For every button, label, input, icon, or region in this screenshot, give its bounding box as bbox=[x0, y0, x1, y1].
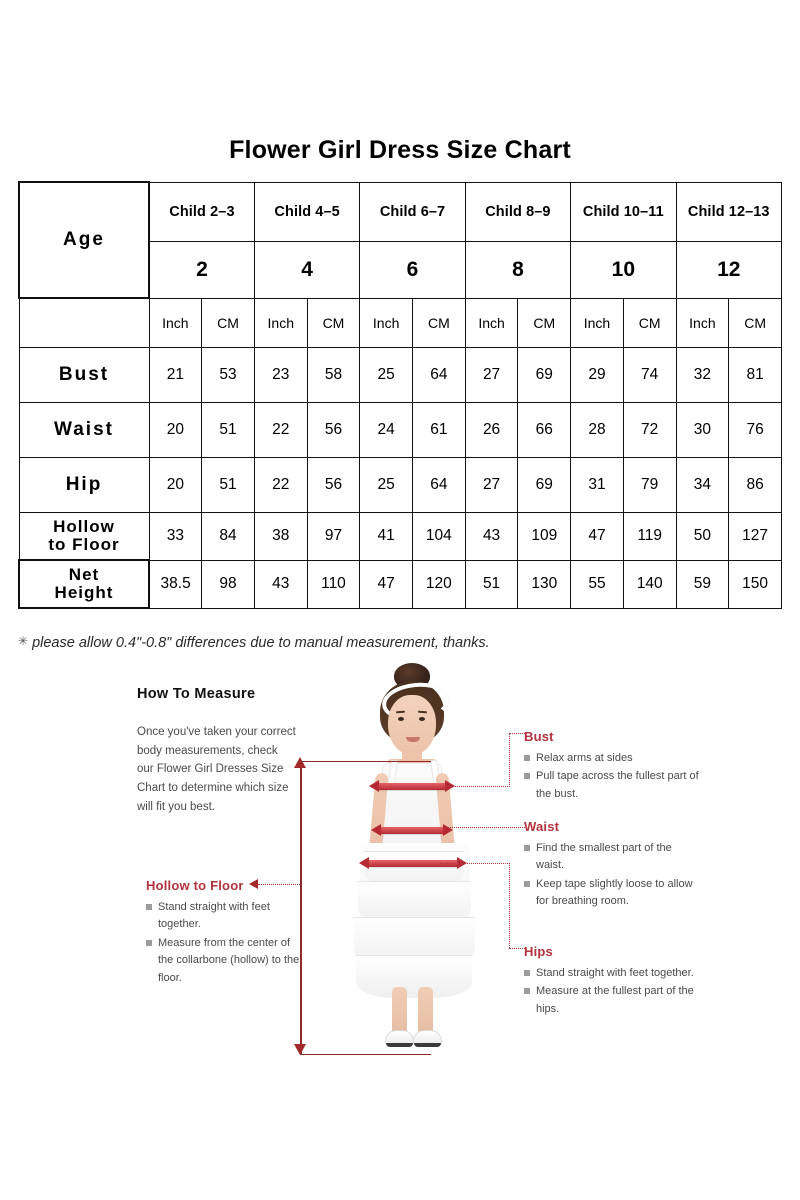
age-cell-0: Child 2–3 bbox=[149, 182, 254, 241]
bust-1: 53 bbox=[202, 348, 255, 403]
connector-waist-h bbox=[448, 827, 525, 828]
unit-cell-0: Inch bbox=[149, 298, 202, 348]
table-row-hollow-to-floor bbox=[19, 513, 782, 561]
bust-4: 25 bbox=[360, 348, 413, 403]
annotation-heading-bust: Bust bbox=[524, 729, 554, 744]
footnote-text: please allow 0.4"-0.8" differences due to manual measurement, thanks. bbox=[32, 635, 490, 651]
size-cell-3: 8 bbox=[465, 241, 570, 298]
annotation-heading-hollow: Hollow to Floor bbox=[146, 878, 244, 893]
eye-left bbox=[398, 717, 404, 721]
hollow-2: 38 bbox=[254, 513, 307, 561]
how-to-measure-illustration bbox=[0, 655, 800, 1085]
hip-6: 27 bbox=[465, 458, 518, 513]
girl-model-photo bbox=[330, 655, 510, 1075]
size-cell-1: 4 bbox=[254, 241, 359, 298]
row-label-bust: Bust bbox=[19, 348, 149, 403]
shoe-sole-right bbox=[414, 1043, 441, 1047]
table-row-bust bbox=[19, 348, 782, 403]
unit-cell-5: CM bbox=[413, 298, 466, 348]
hip-2: 22 bbox=[254, 458, 307, 513]
waist-11: 76 bbox=[729, 403, 782, 458]
bust-11: 81 bbox=[729, 348, 782, 403]
bust-6: 27 bbox=[465, 348, 518, 403]
hip-3: 56 bbox=[307, 458, 360, 513]
annotation-waist bbox=[524, 819, 702, 912]
unit-cell-2: Inch bbox=[254, 298, 307, 348]
hollow-label-line1: Hollow bbox=[53, 517, 115, 537]
size-cell-4: 10 bbox=[571, 241, 676, 298]
hip-8: 31 bbox=[571, 458, 624, 513]
unit-cell-9: CM bbox=[623, 298, 676, 348]
hip-9: 79 bbox=[623, 458, 676, 513]
age-cell-1: Child 4–5 bbox=[254, 182, 359, 241]
hip-10: 34 bbox=[676, 458, 729, 513]
hip-4: 25 bbox=[360, 458, 413, 513]
unit-cell-4: Inch bbox=[360, 298, 413, 348]
hollow-5: 104 bbox=[413, 513, 466, 561]
unit-cell-8: Inch bbox=[571, 298, 624, 348]
size-cell-0: 2 bbox=[149, 241, 254, 298]
bust-3: 58 bbox=[307, 348, 360, 403]
hollow-8: 47 bbox=[571, 513, 624, 561]
connector-bust-v bbox=[509, 733, 510, 787]
annotation-item-waist-0: Find the smallest part of the waist. bbox=[524, 840, 702, 875]
netheight-label-line2: Height bbox=[54, 583, 114, 602]
table-row-net-height bbox=[19, 560, 782, 608]
age-cell-5: Child 12–13 bbox=[676, 182, 781, 241]
unit-cell-7: CM bbox=[518, 298, 571, 348]
hip-0: 20 bbox=[149, 458, 202, 513]
annotation-heading-waist: Waist bbox=[524, 819, 560, 834]
connector-hips-v bbox=[509, 863, 510, 948]
how-to-measure-body: Once you've taken your correct body measurements, check our Flower Girl Dresses Size Chart to determine which size will fit you best. bbox=[137, 726, 296, 813]
netheight-label-line1: Net bbox=[68, 565, 100, 585]
connector-bust-h1 bbox=[448, 786, 510, 787]
annotation-item-waist-1: Keep tape slightly loose to allow for breathing room. bbox=[524, 876, 702, 911]
table-row-units bbox=[19, 298, 782, 348]
waist-5: 61 bbox=[413, 403, 466, 458]
row-label-age: Age bbox=[19, 182, 149, 298]
asterisk-icon: ✳ bbox=[18, 634, 29, 648]
skirt-tier-4 bbox=[356, 955, 472, 998]
bust-5: 64 bbox=[413, 348, 466, 403]
annotation-item-hollow-0: Stand straight with feet together. bbox=[146, 899, 306, 934]
table-row-age bbox=[19, 182, 782, 241]
face bbox=[388, 695, 436, 755]
annotation-hips bbox=[524, 944, 694, 1019]
netheight-10: 59 bbox=[676, 560, 729, 608]
arrow-up-icon bbox=[294, 757, 306, 768]
connector-hips-h2 bbox=[509, 948, 525, 949]
netheight-7: 130 bbox=[518, 560, 571, 608]
row-label-net-height bbox=[19, 560, 149, 608]
netheight-2: 43 bbox=[254, 560, 307, 608]
connector-bust-h2 bbox=[509, 733, 525, 734]
unit-cell-11: CM bbox=[729, 298, 782, 348]
row-label-hollow-to-floor bbox=[19, 513, 149, 561]
netheight-4: 47 bbox=[360, 560, 413, 608]
netheight-8: 55 bbox=[571, 560, 624, 608]
hollow-4: 41 bbox=[360, 513, 413, 561]
annotation-item-bust-0: Relax arms at sides bbox=[524, 750, 699, 767]
measuring-tape-icon-waist bbox=[378, 827, 446, 834]
hollow-label-line2: to Floor bbox=[48, 535, 120, 554]
measurement-footnote bbox=[18, 634, 490, 651]
row-label-waist: Waist bbox=[19, 403, 149, 458]
netheight-9: 140 bbox=[623, 560, 676, 608]
hip-5: 64 bbox=[413, 458, 466, 513]
size-cell-2: 6 bbox=[360, 241, 465, 298]
hip-7: 69 bbox=[518, 458, 571, 513]
hollow-level-line bbox=[301, 761, 431, 762]
annotation-item-hips-1: Measure at the fullest part of the hips. bbox=[524, 983, 694, 1018]
netheight-1: 98 bbox=[202, 560, 255, 608]
table-row-waist bbox=[19, 403, 782, 458]
annotation-item-bust-1: Pull tape across the fullest part of the bust. bbox=[524, 768, 699, 803]
hip-11: 86 bbox=[729, 458, 782, 513]
hollow-9: 119 bbox=[623, 513, 676, 561]
waist-9: 72 bbox=[623, 403, 676, 458]
bust-2: 23 bbox=[254, 348, 307, 403]
waist-1: 51 bbox=[202, 403, 255, 458]
floor-level-line bbox=[301, 1054, 431, 1055]
netheight-11: 150 bbox=[729, 560, 782, 608]
waist-7: 66 bbox=[518, 403, 571, 458]
unit-cell-10: Inch bbox=[676, 298, 729, 348]
hollow-to-floor-arrow-line bbox=[300, 762, 302, 1055]
bust-10: 32 bbox=[676, 348, 729, 403]
bust-8: 29 bbox=[571, 348, 624, 403]
bust-9: 74 bbox=[623, 348, 676, 403]
hip-1: 51 bbox=[202, 458, 255, 513]
age-cell-3: Child 8–9 bbox=[465, 182, 570, 241]
netheight-6: 51 bbox=[465, 560, 518, 608]
age-cell-4: Child 10–11 bbox=[571, 182, 676, 241]
waist-6: 26 bbox=[465, 403, 518, 458]
netheight-3: 110 bbox=[307, 560, 360, 608]
row-label-hip: Hip bbox=[19, 458, 149, 513]
waist-3: 56 bbox=[307, 403, 360, 458]
hollow-7: 109 bbox=[518, 513, 571, 561]
measuring-tape-icon-bust bbox=[376, 783, 448, 790]
how-to-measure-heading: How To Measure bbox=[137, 686, 256, 702]
hollow-3: 97 bbox=[307, 513, 360, 561]
bust-0: 21 bbox=[149, 348, 202, 403]
annotation-bust bbox=[524, 729, 699, 804]
netheight-0: 38.5 bbox=[149, 560, 202, 608]
size-cell-5: 12 bbox=[676, 241, 781, 298]
unit-cell-1: CM bbox=[202, 298, 255, 348]
waist-2: 22 bbox=[254, 403, 307, 458]
waist-0: 20 bbox=[149, 403, 202, 458]
hollow-10: 50 bbox=[676, 513, 729, 561]
annotation-heading-hips: Hips bbox=[524, 944, 553, 959]
age-cell-2: Child 6–7 bbox=[360, 182, 465, 241]
waist-10: 30 bbox=[676, 403, 729, 458]
row-label-unit bbox=[19, 298, 149, 348]
annotation-hollow-to-floor bbox=[146, 878, 306, 988]
hollow-11: 127 bbox=[729, 513, 782, 561]
waist-8: 28 bbox=[571, 403, 624, 458]
waist-4: 24 bbox=[360, 403, 413, 458]
leg-right bbox=[418, 987, 433, 1035]
unit-cell-6: Inch bbox=[465, 298, 518, 348]
bust-7: 69 bbox=[518, 348, 571, 403]
page-title: Flower Girl Dress Size Chart bbox=[229, 136, 571, 164]
table-row-hip bbox=[19, 458, 782, 513]
hollow-6: 43 bbox=[465, 513, 518, 561]
annotation-item-hips-0: Stand straight with feet together. bbox=[524, 965, 694, 982]
hollow-0: 33 bbox=[149, 513, 202, 561]
netheight-5: 120 bbox=[413, 560, 466, 608]
hollow-1: 84 bbox=[202, 513, 255, 561]
size-chart-table bbox=[18, 181, 782, 609]
eye-right bbox=[419, 717, 425, 721]
unit-cell-3: CM bbox=[307, 298, 360, 348]
annotation-item-hollow-1: Measure from the center of the collarbone (hollow) to the floor. bbox=[146, 935, 306, 987]
shoe-sole-left bbox=[386, 1043, 413, 1047]
connector-hips-h1 bbox=[440, 863, 510, 864]
leg-left bbox=[392, 987, 407, 1035]
